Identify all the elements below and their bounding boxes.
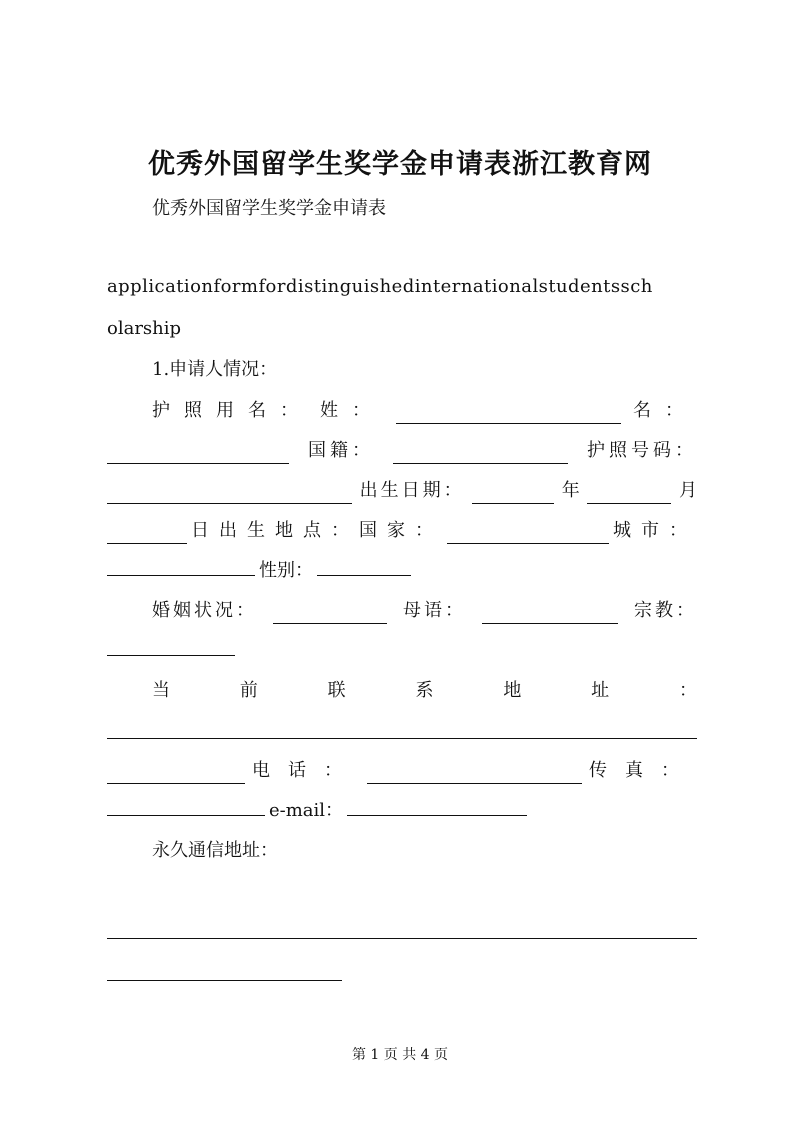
birth-date-row	[107, 478, 697, 504]
surname-label: 姓：	[320, 400, 384, 421]
current-address-field[interactable]	[107, 738, 697, 739]
current-address-char: 系	[415, 680, 434, 701]
fax-label: 传真：	[589, 760, 697, 781]
section-heading: 1.申请人情况：	[152, 359, 278, 380]
birthplace-row	[107, 518, 697, 544]
nationality-label: 国籍：	[308, 440, 374, 461]
current-address-char: 址	[591, 680, 610, 701]
gender-field[interactable]	[317, 574, 411, 576]
email-label: e-mail：	[269, 800, 344, 821]
given-name-field[interactable]	[107, 462, 289, 464]
birth-month-field[interactable]	[587, 502, 671, 504]
religion-value-row	[107, 638, 697, 664]
nationality-field[interactable]	[393, 462, 568, 464]
month-label: 月	[678, 480, 697, 501]
permanent-address-field[interactable]	[107, 938, 697, 939]
email-field[interactable]	[347, 814, 527, 816]
email-row	[107, 798, 697, 824]
given-name-label: 名：	[633, 400, 697, 421]
country-label: 国家：	[359, 520, 444, 541]
religion-field[interactable]	[107, 654, 235, 656]
gender-label: 性别：	[259, 560, 313, 581]
current-address-row	[152, 678, 697, 704]
fax-field[interactable]	[107, 814, 265, 816]
current-address-field-end[interactable]	[107, 782, 245, 784]
document-title: 优秀外国留学生奖学金申请表浙江教育网	[148, 149, 652, 180]
phone-row	[107, 758, 697, 784]
passport-number-label: 护照号码：	[587, 440, 697, 461]
current-address-char: 联	[327, 680, 346, 701]
birth-date-label: 出生日期：	[359, 480, 465, 501]
year-label: 年	[561, 480, 580, 501]
form-subtitle: 优秀外国留学生奖学金申请表	[152, 198, 386, 219]
mother-tongue-field[interactable]	[482, 622, 618, 624]
marital-status-field[interactable]	[273, 622, 387, 624]
current-address-char: 前	[239, 680, 258, 701]
nationality-row	[107, 438, 697, 464]
phone-field[interactable]	[367, 782, 582, 784]
current-address-char: ：	[678, 680, 697, 701]
surname-field[interactable]	[396, 422, 621, 424]
day-birthplace-label: 日出生地点：	[191, 520, 360, 541]
birth-year-field[interactable]	[472, 502, 554, 504]
permanent-address-label: 永久通信地址：	[152, 840, 278, 861]
phone-label: 电话：	[252, 760, 360, 781]
religion-label: 宗教：	[634, 600, 697, 621]
passport-name-label: 护照用名：	[152, 400, 312, 421]
passport-number-field[interactable]	[107, 502, 352, 504]
birth-city-field[interactable]	[107, 574, 255, 576]
birth-day-field[interactable]	[107, 542, 187, 544]
current-address-char: 地	[503, 680, 522, 701]
passport-name-row	[152, 398, 697, 424]
permanent-address-field-end[interactable]	[107, 980, 342, 981]
gender-row	[107, 558, 697, 584]
current-address-char: 当	[152, 680, 170, 701]
city-label: 城市：	[613, 520, 697, 541]
page-footer: 第 1 页 共 4 页	[351, 1047, 449, 1063]
mother-tongue-label: 母语：	[403, 600, 466, 621]
marital-status-label: 婚姻状况：	[152, 600, 257, 621]
marital-row	[152, 598, 697, 624]
english-title-line1: applicationformfordistinguishedinternationalstudentssch	[107, 276, 653, 297]
birth-country-field[interactable]	[447, 542, 609, 544]
english-title-line2: olarship	[107, 318, 182, 339]
